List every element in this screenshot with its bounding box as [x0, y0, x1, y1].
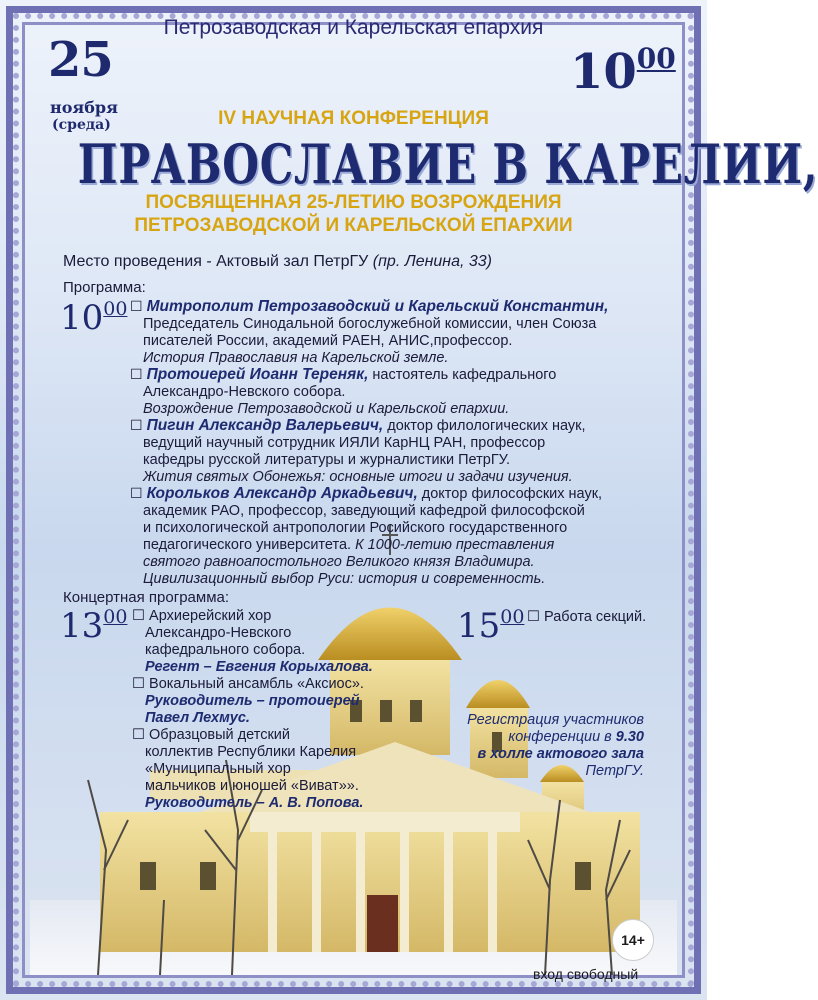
speaker-4-topic-2: Цивилизационный выбор Руси: история и современность. — [143, 571, 546, 587]
free-entry-note: вход свободный — [533, 966, 639, 982]
speaker-3-line-1: ведущий научный сотрудник ИЯЛИ КарНЦ РАН, профессор — [143, 435, 546, 451]
registration-line-1: Регистрация участников — [467, 712, 644, 728]
concert-item-2 — [132, 676, 432, 727]
registration-time: 9.30 — [615, 729, 644, 745]
checkbox-icon: ☐ — [130, 298, 143, 314]
subtitle-line-2: ПЕТРОЗАВОДСКОЙ И КАРЕЛЬСКОЙ ЕПАРХИИ — [134, 215, 573, 236]
conference-number: IV НАУЧНАЯ КОНФЕРЕНЦИЯ — [218, 108, 489, 129]
registration — [430, 712, 644, 780]
concert-item-3-line-2: коллектив Республики Карелия — [145, 744, 357, 760]
speaker-2-line-1: Александро-Невского собора. — [143, 384, 346, 400]
conference-subtitle — [0, 191, 707, 237]
speaker-4-line-2: и психологической антропологии Росийского государственного — [143, 520, 568, 536]
speaker-1-name: Митрополит Петрозаводский и Карельский Константин, — [146, 298, 609, 315]
concert-item-1 — [132, 608, 432, 676]
speaker-4-topic-inline: К 1000-летию преставления — [351, 537, 555, 553]
speaker-1-topic: История Православия на Карельской земле. — [143, 350, 449, 366]
concert-item-1-line-2: Александро-Невского — [145, 625, 292, 641]
speaker-1-line-2: писателей России, академий РАЕН, АНИС,профессор. — [143, 333, 513, 349]
registration-line-3: в холле актового зала — [477, 746, 644, 762]
start-minutes: 00 — [636, 42, 676, 75]
concert-item-3-line-4: мальчиков и юношей «Виват»». — [145, 778, 359, 794]
date-day: 25 — [48, 32, 113, 88]
date-month: ноября — [50, 98, 118, 117]
program-time-hour: 10 — [60, 298, 104, 338]
speaker-4-tail: доктор философских наук, — [417, 486, 603, 502]
subtitle-line-1: ПОСВЯЩЕННАЯ 25-ЛЕТИЮ ВОЗРОЖДЕНИЯ — [145, 192, 562, 213]
concert-item-3-lead: Руководитель – А. В. Попова. — [145, 795, 364, 811]
speaker-3-name: Пигин Александр Валерьевич, — [146, 417, 384, 434]
concert-item-2-lead-1: Руководитель – протоиерей — [145, 693, 360, 709]
venue-address: (пр. Ленина, 33) — [372, 253, 493, 270]
sections-time — [457, 606, 524, 646]
speaker-1 — [130, 298, 608, 367]
sections-label: Работа секций. — [544, 609, 647, 625]
concert-list — [132, 608, 432, 812]
checkbox-icon: ☐ — [132, 727, 145, 743]
speaker-1-line-1: Председатель Синодальной богослужебной комиссии, член Союза — [143, 316, 597, 332]
sections-time-minutes: 00 — [500, 606, 525, 628]
speaker-3-topic: Жития святых Обонежья: основные итоги и задачи изучения. — [143, 469, 573, 485]
age-rating-badge: 14+ — [612, 919, 654, 961]
program-heading: Программа: — [63, 279, 146, 296]
concert-time-hour: 13 — [60, 606, 104, 646]
concert-time-minutes: 00 — [103, 606, 128, 628]
speaker-4-line-3: педагогического университета. — [143, 537, 352, 553]
speaker-4-topic-1: святого равноапостольного Великого князя Владимира. — [143, 554, 535, 570]
speaker-3 — [130, 417, 586, 486]
speaker-2-topic: Возрождение Петрозаводской и Карельской епархии. — [143, 401, 510, 417]
speaker-2-name: Протоиерей Иоанн Тереняк, — [146, 366, 369, 383]
sections-text — [527, 609, 646, 625]
concert-item-1-lead: Регент – Евгения Корыхалова. — [145, 659, 373, 675]
concert-item-3-line-3: «Муниципальный хор — [145, 761, 291, 777]
speaker-2 — [130, 366, 556, 418]
concert-item-2-lead-2: Павел Лехмус. — [145, 710, 250, 726]
date-weekday: (среда) — [52, 117, 111, 133]
speaker-2-tail: настоятель кафедрального — [368, 367, 557, 383]
checkbox-icon: ☐ — [130, 417, 143, 433]
program-time — [60, 298, 127, 338]
speaker-3-line-2: кафедры русской литературы и журналистики ПетрГУ. — [143, 452, 510, 468]
concert-item-1-line-1: Архиерейский хор — [149, 608, 272, 624]
concert-heading: Концертная программа: — [63, 589, 230, 606]
speaker-4-line-1: академик РАО, профессор, заведующий кафедрой философской — [143, 503, 585, 519]
checkbox-icon: ☐ — [132, 676, 145, 692]
speaker-4-name: Корольков Александр Аркадьевич, — [146, 485, 418, 502]
speaker-4 — [130, 485, 602, 588]
eparchy-title: Петрозаводская и Карельская епархия — [163, 16, 544, 39]
checkbox-icon: ☐ — [130, 485, 143, 501]
venue — [63, 253, 492, 271]
concert-item-3 — [132, 727, 432, 812]
checkbox-icon: ☐ — [130, 366, 143, 382]
checkbox-icon: ☐ — [132, 608, 145, 624]
registration-line-2: конференции в — [508, 729, 616, 745]
speaker-3-tail: доктор филологических наук, — [383, 418, 586, 434]
concert-item-1-line-3: кафедрального собора. — [145, 642, 306, 658]
start-hour: 10 — [570, 44, 637, 100]
concert-item-3-line-1: Образцовый детский — [149, 727, 291, 743]
registration-line-4: ПетрГУ. — [585, 763, 644, 779]
checkbox-icon: ☐ — [527, 609, 540, 625]
venue-text: Место проведения - Актовый зал ПетрГУ — [63, 253, 369, 270]
concert-item-2-line-1: Вокальный ансамбль «Аксиос». — [149, 676, 364, 692]
concert-time — [60, 606, 127, 646]
sections-time-hour: 15 — [457, 606, 501, 646]
conference-title: ПРАВОСЛАВИЕ В КАРЕЛИИ, — [77, 132, 818, 196]
program-time-minutes: 00 — [103, 298, 128, 320]
start-time — [570, 42, 676, 100]
